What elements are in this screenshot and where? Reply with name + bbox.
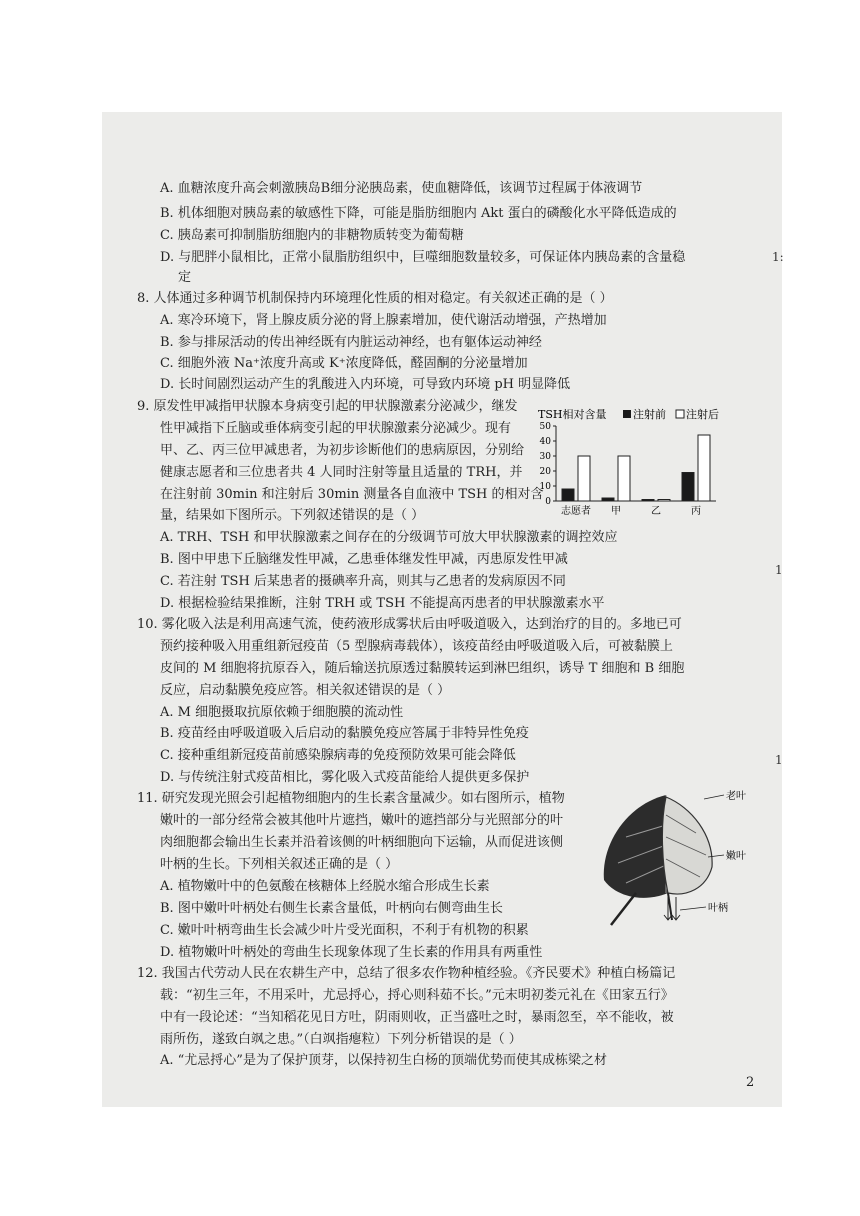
text-line: 在注射前 30min 和注射后 30min 测量各自血液中 TSH 的相对含 (160, 487, 544, 502)
bar-after (658, 500, 670, 502)
text-line: 定 (178, 270, 192, 285)
edge-mark: 1: (772, 250, 784, 264)
text-line: A. 寒冷环境下，肾上腺皮质分泌的肾上腺素增加，使代谢活动增强，产热增加 (160, 313, 607, 328)
text-line: B. 机体细胞对胰岛素的敏感性下降，可能是脂肪细胞内 Akt 蛋白的磷酸化水平降低造成的 (160, 206, 677, 221)
x-tick-label: 甲 (611, 506, 621, 517)
tsh-bar-chart (528, 403, 728, 523)
text-line: A. 植物嫩叶中的色氨酸在核糖体上经脱水缩合形成生长素 (160, 879, 490, 894)
bar-before (642, 500, 654, 502)
text-line: D. 长时间剧烈运动产生的乳酸进入内环境，可导致内环境 pH 明显降低 (160, 377, 571, 392)
text-line: A. TRH、TSH 和甲状腺激素之间存在的分级调节可放大甲状腺激素的调控效应 (160, 530, 618, 545)
old-leaf-stem (611, 893, 636, 925)
text-line: 甲、乙、丙三位甲减患者，为初步诊断他们的患病原因，分别给 (160, 443, 525, 458)
text-line: B. 图中嫩叶叶柄处右侧生长素含量低，叶柄向右侧弯曲生长 (160, 901, 503, 916)
x-tick-label: 志愿者 (561, 506, 591, 517)
text-line: 叶柄的生长。下列相关叙述正确的是（ ） (160, 857, 399, 872)
text-line: D. 与肥胖小鼠相比，正常小鼠脂肪组织中，巨噬细胞数量较多，可保证体内胰岛素的含量稳 (160, 250, 686, 265)
text-line: D. 与传统注射式疫苗相比，雾化吸入式疫苗能给人提供更多保护 (160, 770, 530, 785)
text-line: 10. 雾化吸入法是利用高速气流，使药液形成雾状后由呼吸道吸入，达到治疗的目的。多地已可 (137, 617, 682, 632)
text-line: C. 嫩叶叶柄弯曲生长会减少叶片受光面积，不利于有机物的积累 (160, 923, 529, 938)
text-line: 11. 研究发现光照会引起植物细胞内的生长素含量减少。如右图所示，植物 (137, 791, 565, 806)
text-line: A. 血糖浓度升高会刺激胰岛B细分泌胰岛素，使血糖降低，该调节过程属于体液调节 (160, 181, 643, 196)
edge-mark: 1 (775, 753, 783, 767)
text-line: 反应，启动黏膜免疫应答。相关叙述错误的是（ ） (160, 683, 451, 698)
legend-label-before: 注射前 (633, 408, 666, 421)
text-line: C. 若注射 TSH 后某患者的摄碘率升高，则其与乙患者的发病原因不同 (160, 574, 566, 589)
bar-before (562, 489, 574, 501)
text-line: 8. 人体通过多种调节机制保持内环境理化性质的相对稳定。有关叙述正确的是（ ） (137, 291, 613, 306)
text-line: C. 接种重组新冠疫苗前感染腺病毒的免疫预防效果可能会降低 (160, 748, 516, 763)
page-number: 2 (746, 1075, 755, 1090)
text-line: A. M 细胞摄取抗原依赖于细胞膜的流动性 (160, 705, 404, 720)
legend-label-after: 注射后 (686, 408, 719, 421)
bar-after (578, 456, 590, 501)
y-tick-label: 0 (545, 497, 551, 507)
text-line: 雨所伤，遂致白飒之患。”（白飒指瘪粒）下列分析错误的是（ ） (160, 1032, 522, 1047)
text-line: C. 胰岛素可抑制脂肪细胞内的非糖物质转变为葡萄糖 (160, 228, 464, 243)
text-line: 皮间的 M 细胞将抗原吞入，随后输送抗原透过黏膜转运到淋巴组织，诱导 T 细胞和 B 细胞 (160, 661, 685, 676)
text-line: 健康志愿者和三位患者共 4 人同时注射等量且适量的 TRH，并 (160, 465, 523, 480)
bar-before (602, 498, 614, 501)
y-tick-label: 10 (539, 482, 551, 492)
text-line: A. “尤忌捋心”是为了保护顶芽，以保持初生白杨的顶端优势而使其成栋梁之材 (160, 1053, 607, 1068)
label-young-leaf: 嫩叶 (726, 851, 746, 862)
text-line: 12. 我国古代劳动人民在农耕生产中，总结了很多农作物种植经验。《齐民要术》种植白杨篇记 (137, 966, 676, 981)
chart-title: TSH相对含量 (538, 408, 607, 421)
young-leaf-shape (662, 797, 712, 894)
label-old-leaf: 老叶 (726, 791, 746, 802)
bar-after (618, 456, 630, 501)
bar-before (682, 473, 694, 502)
text-line: C. 细胞外液 Na⁺浓度升高或 K⁺浓度降低，醛固酮的分泌量增加 (160, 356, 528, 371)
text-line: 嫩叶的一部分经常会被其他叶片遮挡，嫩叶的遮挡部分与光照部分的叶 (160, 813, 564, 828)
text-line: B. 参与排尿活动的传出神经既有内脏运动神经，也有躯体运动神经 (160, 335, 542, 350)
text-line: 肉细胞都会输出生长素并沿着该侧的叶柄细胞向下运输，从而促进该侧 (160, 835, 564, 850)
text-line: 预约接种吸入用重组新冠疫苗（5 型腺病毒载体），该疫苗经由呼吸道吸入后，可被黏膜上 (160, 639, 673, 654)
text-line: B. 疫苗经由呼吸道吸入后启动的黏膜免疫应答属于非特异性免疫 (160, 726, 529, 741)
text-line: 载：“初生三年，不用采叶，尤忌捋心，捋心则科茹不长。”元末明初娄元礼在《田家五行》 (160, 988, 674, 1003)
label-petiole: 叶柄 (708, 903, 728, 914)
edge-mark: 1 (775, 563, 783, 577)
text-line: B. 图中甲患下丘脑继发性甲减，乙患垂体继发性甲减，丙患原发性甲减 (160, 552, 568, 567)
y-tick-label: 20 (539, 467, 551, 477)
text-line: 中有一段论述：“当知稻花见日方吐，阴雨则收，正当盛吐之时，暴雨忽至，卒不能收，被 (160, 1010, 674, 1025)
text-line: 9. 原发性甲减指甲状腺本身病变引起的甲状腺激素分泌减少，继发 (137, 399, 518, 414)
x-tick-label: 丙 (691, 506, 701, 517)
text-line: D. 根据检验结果推断，注射 TRH 或 TSH 不能提高丙患者的甲状腺激素水平 (160, 596, 605, 611)
bar-after (698, 435, 710, 501)
text-line: 性甲减指下丘脑或垂体病变引起的甲状腺激素分泌减少。现有 (160, 421, 512, 436)
text-line: D. 植物嫩叶叶柄处的弯曲生长现象体现了生长素的作用具有两重性 (160, 945, 543, 960)
y-tick-label: 50 (539, 422, 551, 432)
text-line: 量，结果如下图所示。下列叙述错误的是（ ） (160, 508, 425, 523)
leaf-figure (596, 785, 761, 935)
x-tick-label: 乙 (651, 506, 661, 517)
y-tick-label: 40 (539, 437, 551, 447)
legend-swatch-before (623, 410, 631, 418)
legend-swatch-after (676, 410, 684, 418)
y-tick-label: 30 (539, 452, 551, 462)
